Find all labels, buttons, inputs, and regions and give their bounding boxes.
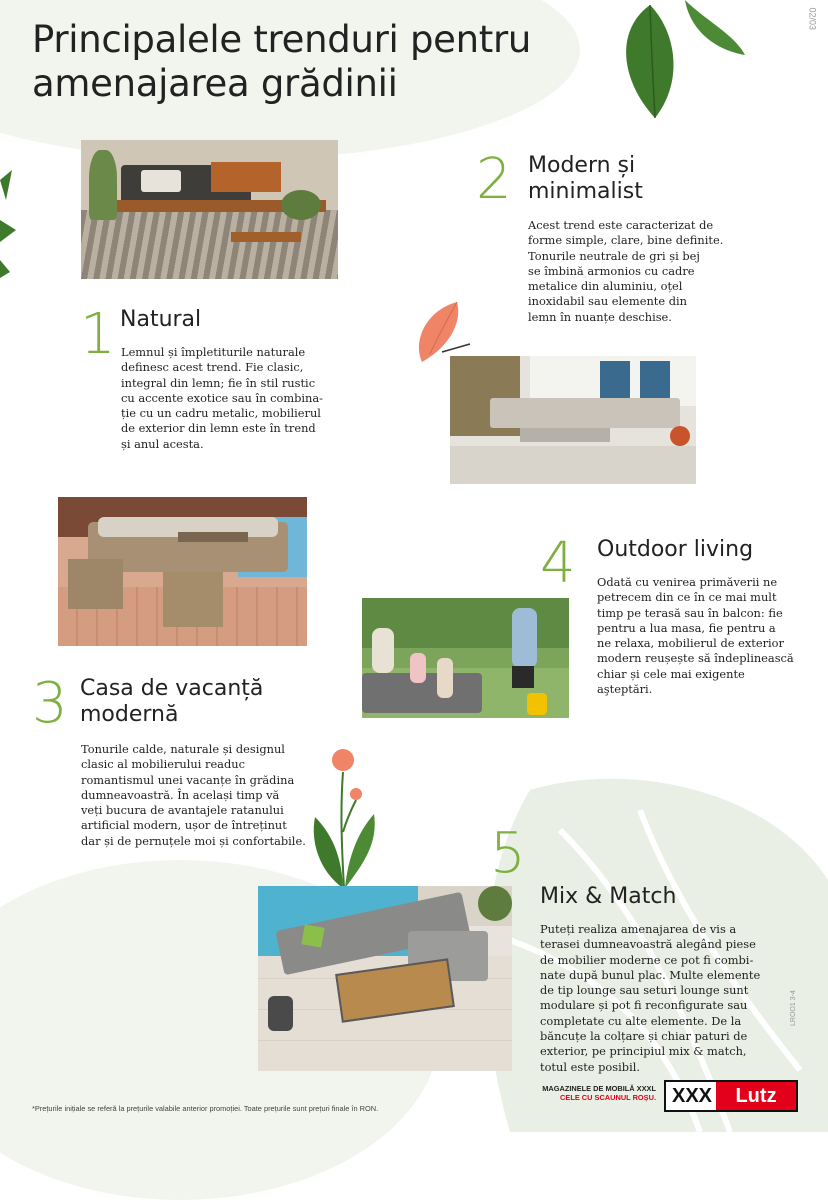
photo-modern-minimalist-sofa (450, 356, 696, 484)
section-body-natural: Lemnul și împletiturile naturale definesc acest trend. Fie clasic, integral din lemn; fie în stil rustic cu accente exotice sau în combina- ție cu un cadru metalic, mobilierul de exterior din lemn este în trend și anul acesta. (121, 345, 324, 451)
section-number-3: 3 (32, 671, 68, 736)
section-number-2: 2 (476, 147, 512, 212)
leaf-illustration-top (615, 0, 750, 120)
xxxlutz-logo (664, 1080, 798, 1112)
section-heading-natural: Natural (120, 307, 202, 332)
page-number: 02/03 (808, 7, 818, 30)
brand-tagline-line-1: MAGAZINELE DE MOBILĂ XXXL (542, 1084, 656, 1093)
section-heading-modern-minimalist: Modern și minimalist (528, 153, 643, 204)
photo-mix-match-lounge (258, 886, 512, 1071)
section-heading-outdoor-living: Outdoor living (597, 537, 754, 562)
section-body-modern-minimalist: Acest trend este caracterizat de forme simple, clare, bine definite. Tonurile neutrale de gri și bej se îmbină armonios cu cadre metalice din aluminiu, oțel inoxidabil sau elemente din lemn în nuanțe deschise. (528, 218, 724, 324)
side-print-code: LROO1 3-4 (790, 990, 797, 1026)
flower-illustration (310, 742, 382, 888)
section-number-4: 4 (540, 531, 576, 596)
section-body-outdoor-living: Odată cu venirea primăverii ne petrecem din ce în ce mai mult timp pe terasă sau în balcon: fie pentru a lua masa, fie pentru a ne relaxa, mobilierul de exterior modern reușește să îndeplinească chiar și cele mai exigente aşteptări. (597, 575, 794, 697)
logo-xxx-text: XXX (666, 1082, 716, 1110)
brand-tagline-line-2: CELE CU SCAUNUL ROȘU. (560, 1093, 656, 1102)
brand-tagline (508, 1084, 656, 1102)
section-number-5: 5 (490, 821, 526, 886)
section-body-mix-match: Puteți realiza amenajarea de vis a terasei dumneavoastră alegând piese de mobilier moderne ce pot fi combi- nate după bunul plac. Multe elemente de tip lounge sau seturi lounge sunt modulare și pot fi reconfigurate sau completate cu alte elemente. De la băncuțe la colțare și chiar paturi de exterior, pe principiul mix & match, totul este posibil. (540, 922, 761, 1074)
butterfly-illustration (412, 300, 472, 364)
page-title: Principalele trenduri pentru amenajarea grădinii (32, 18, 532, 105)
section-heading-holiday-home: Casa de vacanță modernă (80, 676, 264, 727)
section-body-holiday-home: Tonurile calde, naturale și designul clasic al mobilierului readuc romantismul unei vacanțe în grădina dumneavoastră. În același timp vă veți bucura de avantajele ratanului artificial modern, ușor de întreținut dar și de pernuțele moi și confortabile. (81, 742, 306, 848)
leaf-illustration-left (0, 160, 18, 280)
price-footnote: *Prețurile inițiale se referă la prețurile valabile anterior promoției. Toate prețurile sunt prețuri finale în RON. (32, 1104, 379, 1113)
photo-rattan-holiday-set (58, 497, 307, 646)
logo-lutz-text: Lutz (716, 1082, 796, 1110)
photo-natural-wood-lounge (81, 140, 338, 279)
section-heading-mix-match: Mix & Match (540, 884, 677, 909)
section-number-1: 1 (80, 302, 116, 367)
photo-outdoor-living-family (362, 598, 569, 718)
